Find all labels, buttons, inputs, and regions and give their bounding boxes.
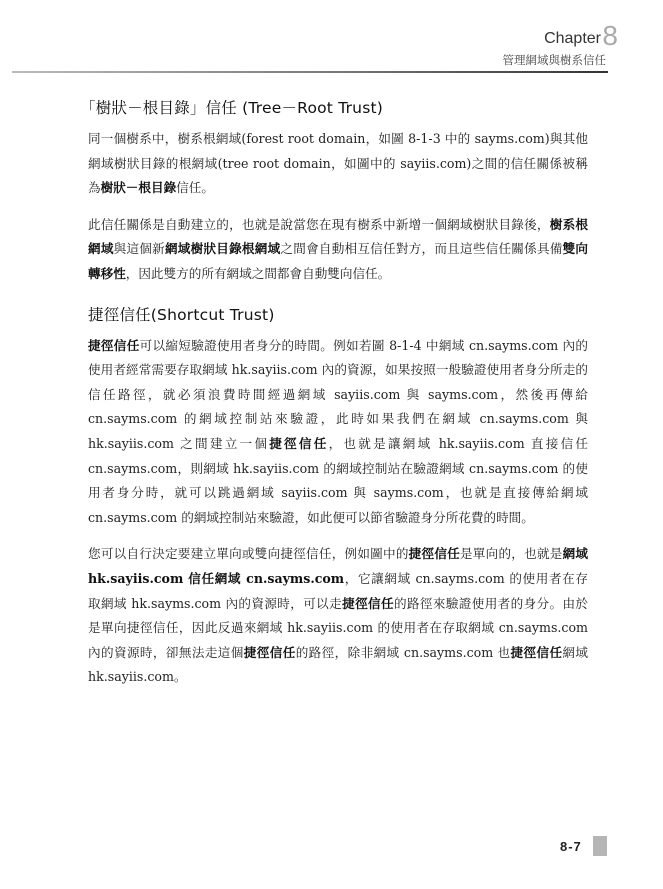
section-heading-tree-root-trust: 「樹狀－根目錄」信任 (Tree－Root Trust) (80, 99, 383, 117)
text-run: 是單向的，也就是 (459, 546, 563, 562)
page-footer (0, 836, 663, 866)
header-divider (12, 71, 608, 73)
text-run: 的路徑，除非網域 cn.sayms.com 也 (295, 644, 511, 660)
bold-term: 網域 hk.sayiis.com 信任網域 cn.sayms.com (88, 546, 589, 586)
chapter-label: Chapter (544, 30, 601, 47)
text-run: 的路徑來驗證使用者的身分。由於是單向捷徑信任，因此反過來網域 hk.sayiis.com 的使用者在存取網域 cn.sayms.com 內的資源時，卻無法走這個 (88, 595, 589, 660)
text-run: ，也就是讓網域 hk.sayiis.com 直接信任 cn.sayms.com，則網域 hk.sayiis.com 的網域控制站在驗證網域 cn.sayms.com 的使用者身分時，就可以跳過網域 sayiis.com 與 sayms.com，也就是直接傳給網域 cn.sayms.com 的網域控制站來驗證，如此便可以節省驗證身分所花費的時間。 (88, 435, 588, 525)
bold-term: 捷徑信任 (510, 644, 563, 660)
chapter-subtitle: 管理網域與樹系信任 (502, 53, 606, 67)
paragraph-tree-root-auto (88, 213, 588, 287)
bold-term: 網域樹狀目錄根網域 (164, 241, 281, 257)
bold-term: 捷徑信任 (342, 595, 394, 611)
text-run: 同一個樹系中，樹系根網域(forest root domain，如圖 8-1-3 中的 sayms.com)與其他網域樹狀目錄的根網域(tree root domain，如圖中的 sayiis.com)之間的信任關係被稱為 (88, 131, 588, 196)
paragraph-shortcut-example (88, 334, 588, 531)
page-tab-marker (593, 836, 607, 856)
text-run: 您可以自行決定要建立單向或雙向捷徑信任，例如圖中的 (88, 546, 409, 562)
bold-term: 捷徑信任 (408, 546, 460, 562)
bold-term: 樹狀－根目錄 (100, 180, 177, 196)
bold-term: 樹系根網域 (88, 216, 589, 257)
text-run: ，因此雙方的所有網域之間都會自動雙向信任。 (125, 265, 391, 281)
text-run: ，它讓網域 cn.sayms.com 的使用者在存取網域 hk.sayms.com 內的資源時，可以走 (88, 570, 588, 611)
page-header (0, 0, 663, 80)
paragraph-shortcut-direction (88, 542, 588, 690)
paragraph-tree-root-definition (88, 127, 588, 201)
section-heading-shortcut-trust: 捷徑信任(Shortcut Trust) (88, 305, 275, 324)
bold-term: 雙向轉移性 (88, 241, 589, 281)
bold-term: 捷徑信任 (243, 644, 296, 660)
bold-term: 捷徑信任 (88, 337, 140, 353)
bold-term: 捷徑信任 (269, 435, 329, 451)
page-body (80, 96, 589, 690)
text-run: 與這個新 (113, 241, 165, 257)
chapter-number: 8 (602, 20, 618, 51)
text-run: 此信任關係是自動建立的，也就是說當您在現有樹系中新增一個網域樹狀目錄後， (88, 216, 550, 232)
text-run: 可以縮短驗證使用者身分的時間。例如若圖 8-1-4 中網域 cn.sayms.com 內的使用者經常需要存取網域 hk.sayiis.com 內的資源，如果按照一般驗證使用者身分所走的信任路徑，就必須浪費時間經過網域 sayiis.com 與 sayms.com，然後再傳給 cn.sayms.com 的網域控制站來驗證，此時如果我們在網域 cn.sayms.com 與 hk.sayiis.com 之間建立一個 (88, 337, 588, 451)
text-run: 之間會自動相互信任對方，而且這些信任關係具備 (280, 241, 563, 257)
text-run: 信任。 (176, 180, 214, 196)
page-number: 8-7 (560, 839, 582, 854)
text-run: 網域 hk.sayiis.com。 (88, 644, 589, 685)
